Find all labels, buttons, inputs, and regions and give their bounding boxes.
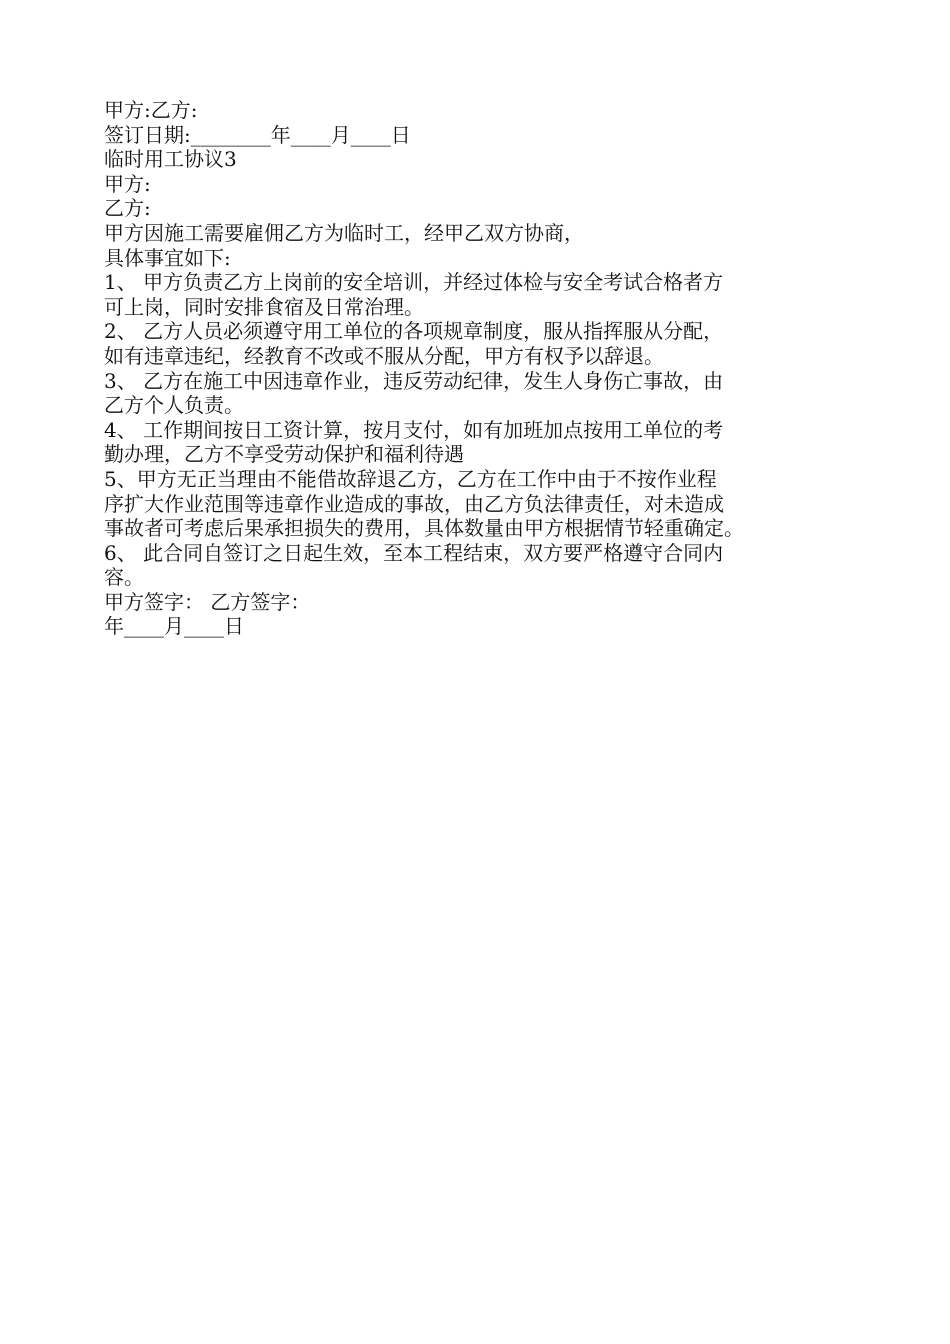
clause-1-line-2: 可上岗，同时安排食宿及日常治理。 (104, 294, 424, 319)
clause-5-line-2: 序扩大作业范围等违章作业造成的事故，由乙方负法律责任，对未造成 (104, 491, 724, 516)
agreement-title: 临时用工协议3 (104, 147, 237, 172)
intro-line: 甲方因施工需要雇佣乙方为临时工，经甲乙双方协商， (104, 220, 584, 245)
party-a-line: 甲方: (104, 171, 151, 196)
party-b-line: 乙方: (104, 196, 151, 221)
clause-2-line-1: 2、 乙方人员必须遵守用工单位的各项规章制度，服从指挥服从分配， (104, 319, 724, 344)
document-body (104, 98, 864, 639)
party-header-line: 甲方:乙方: (104, 98, 198, 122)
clause-1-line-1: 1、 甲方负责乙方上岗前的安全培训，并经过体检与安全考试合格者方 (104, 270, 724, 295)
clause-5-line-1: 5、甲方无正当理由不能借故辞退乙方，乙方在工作中由于不按作业程 (104, 466, 717, 491)
details-heading: 具体事宜如下: (104, 245, 231, 270)
clause-6-line-1: 6、 此合同自签订之日起生效，至本工程结束，双方要严格遵守合同内 (104, 540, 724, 565)
clause-2-line-2: 如有违章违纪，经教育不改或不服从分配，甲方有权予以辞退。 (104, 343, 664, 368)
clause-3-line-2: 乙方个人负责。 (104, 393, 244, 418)
closing-date-line: 年____月____日 (104, 614, 244, 639)
clause-4-line-2: 勤办理，乙方不享受劳动保护和福利待遇 (104, 442, 464, 467)
signing-date-line: 签订日期:________年____月____日 (104, 122, 411, 147)
clause-4-line-1: 4、 工作期间按日工资计算，按月支付，如有加班加点按用工单位的考 (104, 417, 724, 442)
clause-5-line-3: 事故者可考虑后果承担损失的费用，具体数量由甲方根据情节轻重确定。 (104, 516, 744, 541)
signature-line: 甲方签字： 乙方签字： (104, 589, 311, 614)
clause-6-line-2: 容。 (104, 565, 144, 590)
clause-3-line-1: 3、 乙方在施工中因违章作业，违反劳动纪律，发生人身伤亡事故，由 (104, 368, 724, 393)
